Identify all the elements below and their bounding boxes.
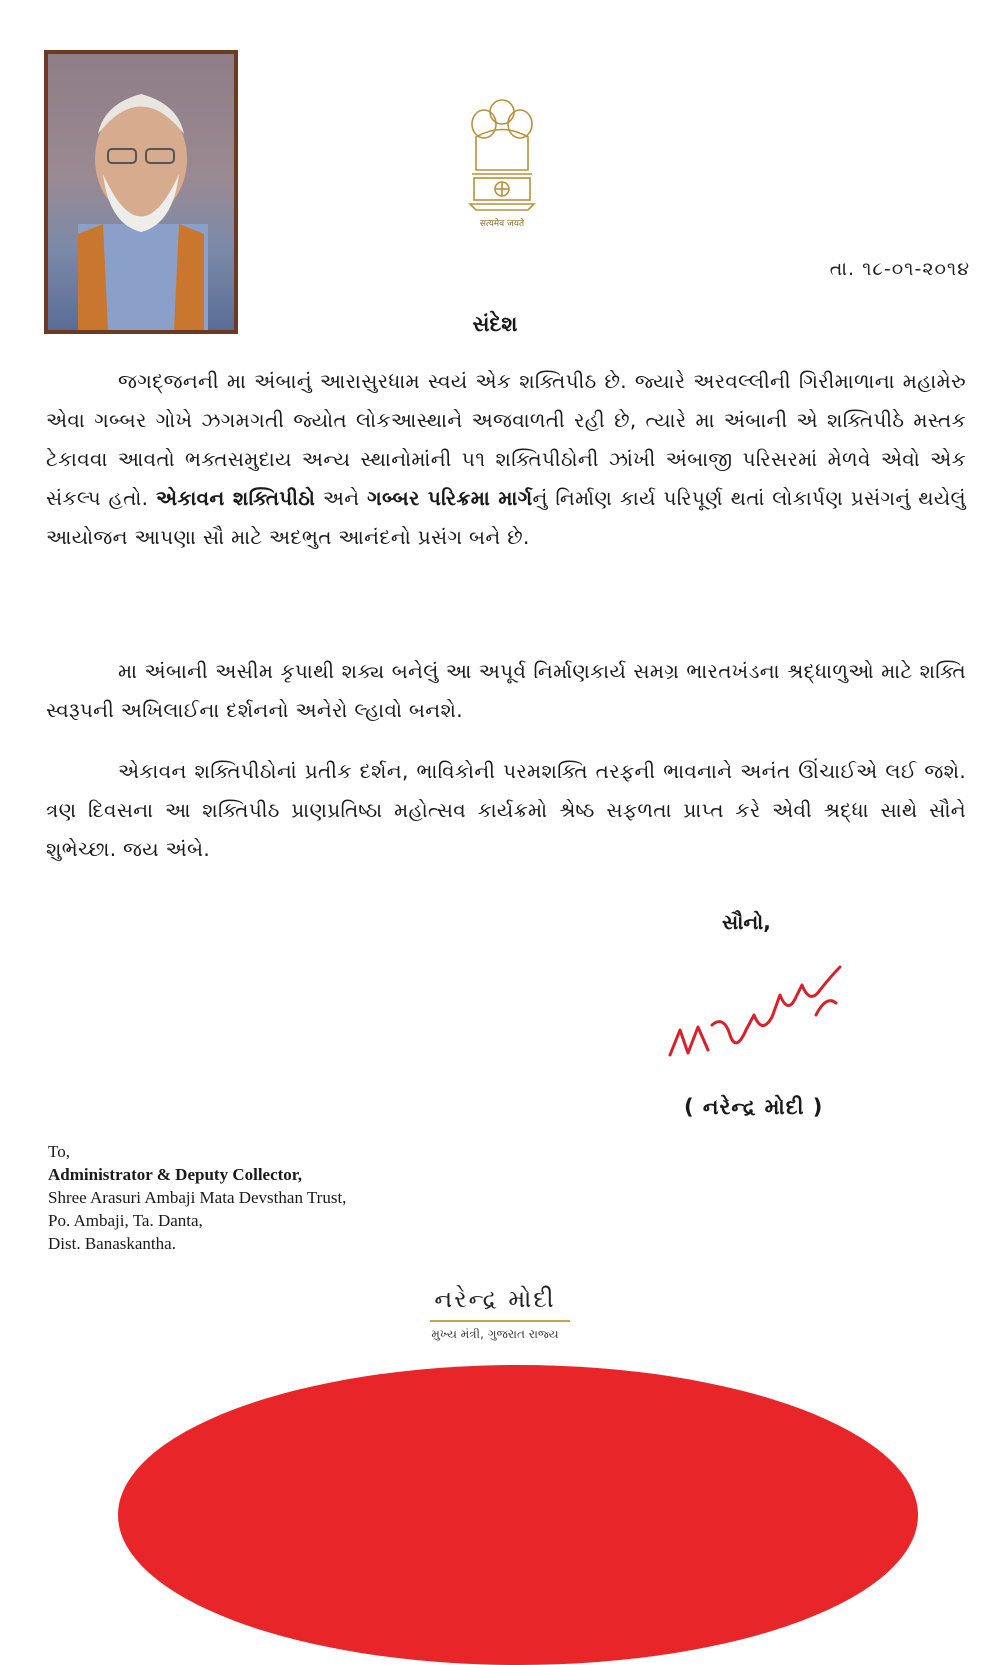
paragraph-1-outro: નું નિર્માણ કાર્ય પરિપૂર્ણ થતાં લોકાર્પણ પ્રસંગનું થયેલું આયોજન આપણા સૌ માટે અદભુત આનંદનો પ્રસંગ બને છે. bbox=[46, 486, 966, 549]
sign-off: સૌનો, bbox=[722, 910, 771, 934]
recipient-address bbox=[48, 1140, 346, 1255]
red-arc-decoration bbox=[118, 1365, 918, 1665]
paragraph-1-emphasis-1: એકાવન શક્તિપીઠો bbox=[155, 486, 316, 510]
footer-name: નરેન્દ્ર મોદી bbox=[434, 1285, 556, 1313]
handwritten-signature bbox=[650, 955, 860, 1065]
footer-divider bbox=[430, 1320, 570, 1322]
paragraph-2: મા અંબાની અસીમ કૃપાથી શક્ય બનેલું આ અપૂર્વ નિર્માણકાર્ય સમગ્ર ભારતખંડના શ્રદ્ધાળુઓ માટે શક્તિ સ્વરૂપની અખિલાઈના દર્શનનો અનેરો લ્હાવો બનશે. bbox=[46, 659, 966, 722]
address-line-2: Shree Arasuri Ambaji Mata Devsthan Trust, bbox=[48, 1188, 347, 1207]
paragraph-1-emphasis-2: ગબ્બર પરિક્રમા માર્ગ bbox=[367, 486, 533, 510]
address-line-1: Administrator & Deputy Collector, bbox=[48, 1165, 303, 1184]
paragraph-1 bbox=[46, 362, 966, 557]
address-to: To, bbox=[48, 1142, 70, 1161]
national-emblem-icon bbox=[462, 92, 542, 232]
portrait-image bbox=[48, 54, 234, 330]
paragraph-1-intro: જગદ્જનની મા અંબાનું આરાસુરધામ સ્વયં એક શક્તિપીઠ છે. જ્યારે અરવલ્લીની ગિરીમાળાના મહામેરુ એવા ગબ્બર ગોખે ઝગમગતી જ્યોત લોકઆસ્થાને અજવાળતી રહી છે, ત્યારે મા અંબાની એ શક્તિપીઠે મસ્તક ટેકાવવા આવતો ભક્તસમુદાય અન્ય સ્થાનોમાંની ૫૧ શક્તિપીઠોની ઝાંખી અંબાજી પરિસરમાં મેળવે એવો એક સંકલ્પ હતો. bbox=[46, 369, 966, 510]
emblem-motto: सत्यमेव जयते bbox=[479, 219, 525, 229]
portrait-figure bbox=[48, 54, 234, 330]
letter-date: તા. ૧૮-૦૧-૨૦૧૪ bbox=[829, 258, 970, 280]
address-line-3: Po. Ambaji, Ta. Danta, bbox=[48, 1211, 203, 1230]
paragraph-3: એકાવન શક્તિપીઠોનાં પ્રતીક દર્શન, ભાવિકોની પરમશક્તિ તરફની ભાવનાને અનંત ઊંચાઈએ લઈ જશે. ત્રણ દિવસના આ શક્તિપીઠ પ્રાણપ્રતિષ્ઠા મહોત્સવ કાર્યક્રમો શ્રેષ્ઠ સફળતા પ્રાપ્ત કરે એવી શ્રદ્ધા સાથે સૌને શુભેચ્છા. જય અંબે. bbox=[46, 759, 966, 861]
address-line-4: Dist. Banaskantha. bbox=[48, 1234, 176, 1253]
paragraph-1-connector: અને bbox=[315, 486, 368, 510]
footer-title: મુખ્ય મંત્રી, ગુજરાત રાજ્ય bbox=[431, 1327, 559, 1341]
letter-heading: સંદેશ bbox=[472, 312, 518, 336]
portrait-photo bbox=[44, 50, 238, 334]
signatory-name: ( નરેન્દ્ર મોદી ) bbox=[684, 1095, 824, 1119]
